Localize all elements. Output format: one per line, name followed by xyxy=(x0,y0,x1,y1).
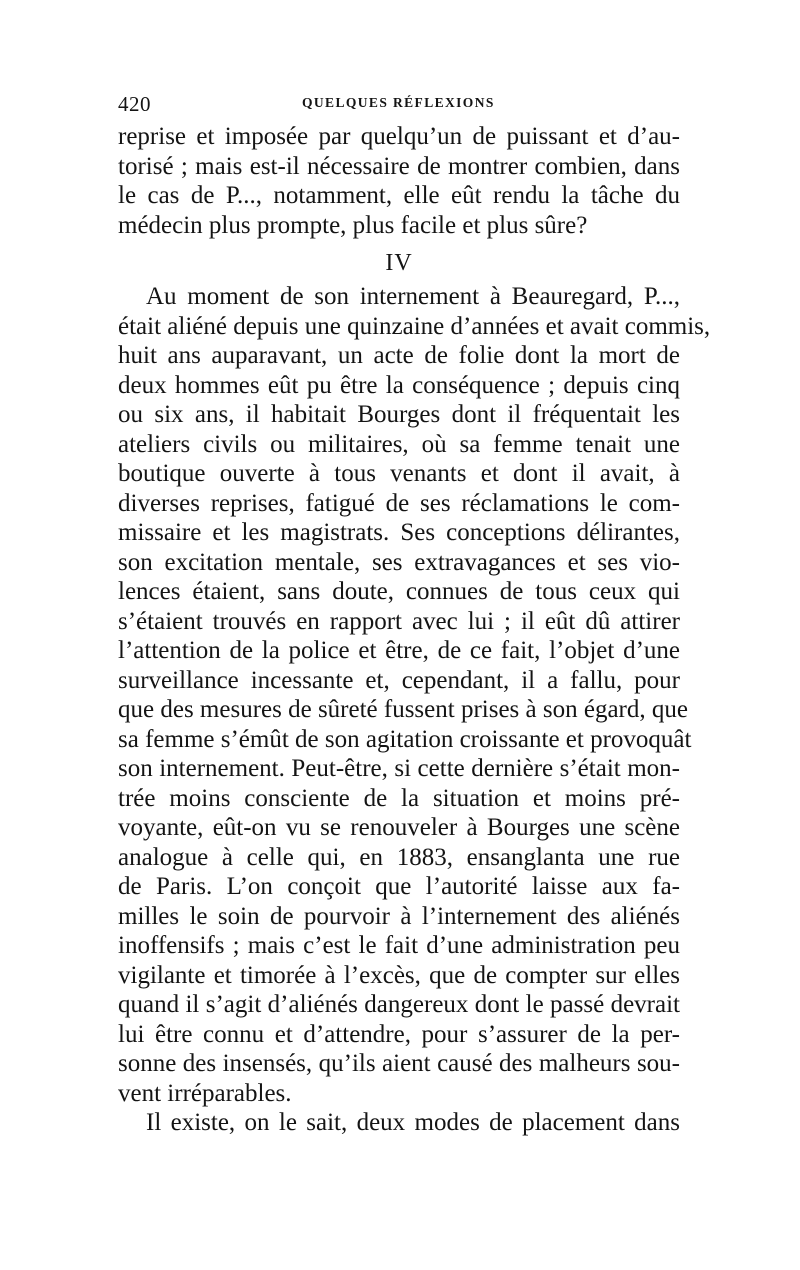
text-line: lences étaient, sans doute, connues de tous ceux qui xyxy=(118,578,680,605)
text-line: surveillance incessante et, cependant, il a fallu, pour xyxy=(118,666,680,694)
paragraph-next xyxy=(118,1108,680,1138)
text-line: médecin plus prompte, plus facile et plus sûre? xyxy=(118,211,588,239)
text-line: Au moment de son internement à Beauregard, P..., xyxy=(146,283,680,310)
text-line: ateliers civils ou militaires, où sa femme tenait une xyxy=(118,430,680,458)
text-line: lui être connu et d’attendre, pour s’assurer de la per- xyxy=(118,1020,680,1048)
text-line: vent irréparables. xyxy=(118,1079,292,1107)
text-line: Il existe, on le sait, deux modes de placement dans xyxy=(146,1109,680,1136)
text-line: l’attention de la police et être, de ce fait, l’objet d’une xyxy=(118,637,680,664)
text-line: de Paris. L’on conçoit que l’autorité laisse aux fa- xyxy=(118,873,680,900)
text-line: boutique ouverte à tous venants et dont il avait, à xyxy=(118,460,680,487)
text-line: deux hommes eût pu être la conséquence ; depuis cinq xyxy=(118,371,680,399)
body-text xyxy=(118,122,711,1138)
text-line: huit ans auparavant, un acte de folie dont la mort de xyxy=(118,342,680,369)
page-number: 420 xyxy=(118,92,151,116)
text-line: vigilante et timorée à l’excès, que de compter sur elles xyxy=(118,961,680,989)
text-line: le cas de P..., notamment, elle eût rendu la tâche du xyxy=(118,182,680,209)
running-head xyxy=(118,92,678,116)
section-heading: IV xyxy=(385,250,413,276)
text-line: s’étaient trouvés en rapport avec lui ; il eût dû attirer xyxy=(118,607,680,635)
text-line: inoffensifs ; mais c’est le fait d’une administration peu xyxy=(118,932,680,959)
text-line: missaire et les magistrats. Ses conceptions délirantes, xyxy=(118,519,680,546)
text-line: quand il s’agit d’aliénés dangereux dont le passé devrait xyxy=(118,991,680,1018)
paragraph-main xyxy=(118,282,711,1108)
text-line: était aliéné depuis une quinzaine d’années et avait commis, xyxy=(118,312,711,340)
text-line: diverses reprises, fatigué de ses réclamations le com- xyxy=(118,489,680,517)
running-title: QUELQUES RÉFLEXIONS xyxy=(302,95,495,110)
text-line: sonne des insensés, qu’ils aient causé des malheurs sou- xyxy=(118,1050,680,1077)
text-line: trée moins consciente de la situation et moins pré- xyxy=(118,784,680,812)
text-line: reprise et imposée par quelqu’un de puissant et d’au- xyxy=(118,123,680,150)
text-line: torisé ; mais est-il nécessaire de montrer combien, dans xyxy=(118,152,680,180)
text-line: sa femme s’émût de son agitation croissante et provoquât xyxy=(118,725,692,753)
text-line: milles le soin de pourvoir à l’internement des aliénés xyxy=(118,902,680,930)
text-line: que des mesures de sûreté fussent prises à son égard, que xyxy=(118,696,688,723)
text-line: son internement. Peut-être, si cette dernière s’était mon- xyxy=(118,755,680,782)
text-line: voyante, eût-on vu se renouveler à Bourges une scène xyxy=(118,814,680,841)
text-line: son excitation mentale, ses extravagances et ses vio- xyxy=(118,548,680,576)
text-line: ou six ans, il habitait Bourges dont il fréquentait les xyxy=(118,401,680,428)
paragraph-continued xyxy=(118,122,680,240)
text-line: analogue à celle qui, en 1883, ensanglanta une rue xyxy=(118,843,680,871)
